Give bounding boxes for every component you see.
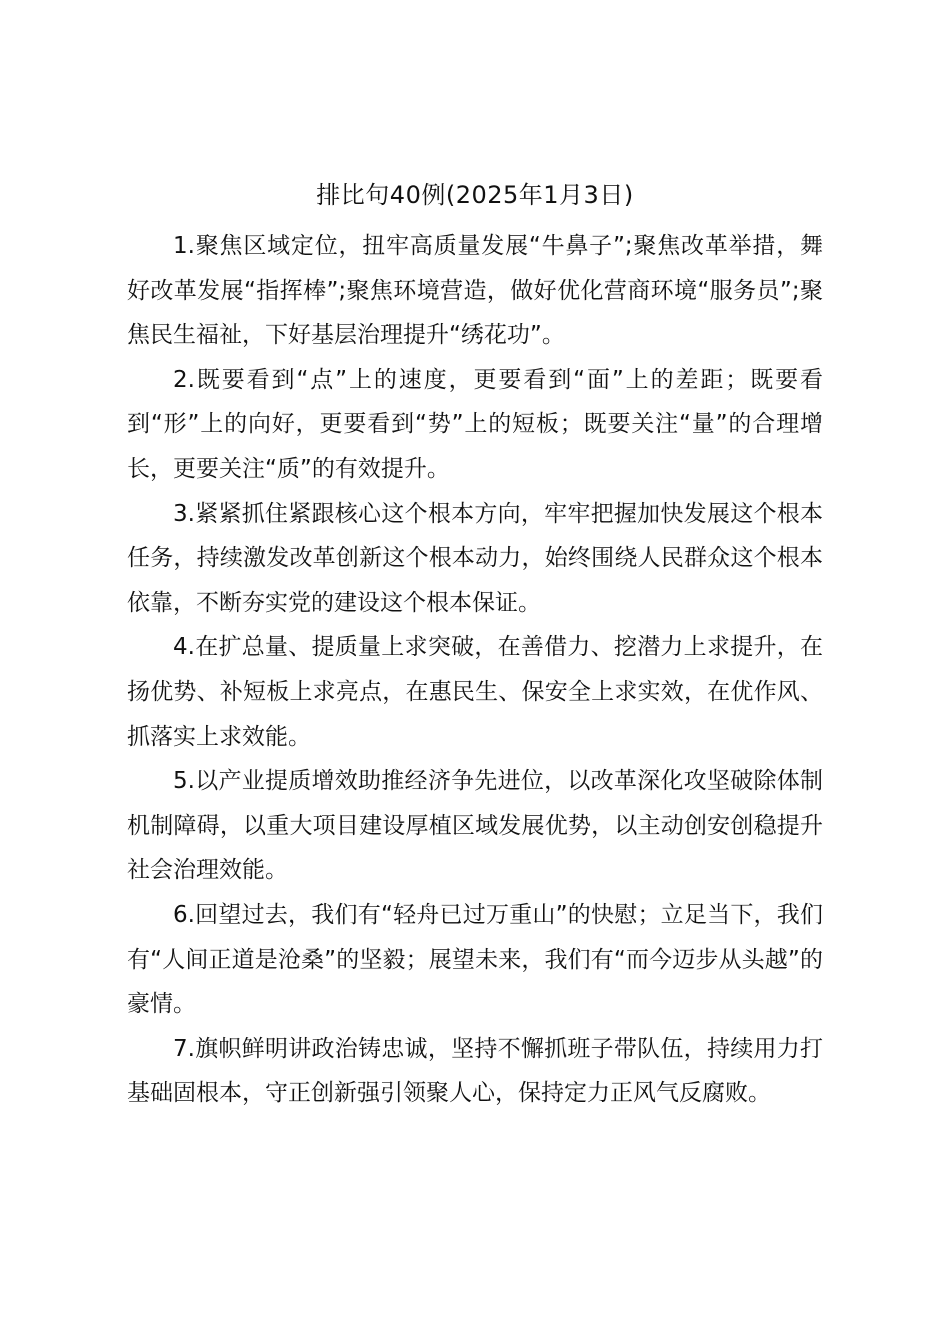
document-title: 排比句40例(2025年1月3日): [316, 181, 634, 209]
paragraph-2: 2.既要看到“点”上的速度，更要看到“面”上的差距；既要看到“形”上的向好，更要看到“势”上的短板；既要关注“量”的合理增长，更要关注“质”的有效提升。: [127, 366, 823, 482]
paragraph-7: 7.旗帜鲜明讲政治铸忠诚，坚持不懈抓班子带队伍，持续用力打基础固根本，守正创新强引领聚人心，保持定力正风气反腐败。: [127, 1035, 823, 1107]
paragraph-3: 3.紧紧抓住紧跟核心这个根本方向，牢牢把握加快发展这个根本任务，持续激发改革创新这个根本动力，始终围绕人民群众这个根本依靠，不断夯实党的建设这个根本保证。: [127, 500, 823, 616]
paragraph-6: 6.回望过去，我们有“轻舟已过万重山”的快慰；立足当下，我们有“人间正道是沧桑”的坚毅；展望未来，我们有“而今迈步从头越”的豪情。: [127, 901, 823, 1018]
document-page: [127, 172, 823, 1116]
paragraph-5: 5.以产业提质增效助推经济争先进位，以改革深化攻坚破除体制机制障碍，以重大项目建设厚植区域发展优势，以主动创安创稳提升社会治理效能。: [127, 768, 823, 884]
paragraph-1: 1.聚焦区域定位，扭牢高质量发展“牛鼻子”;聚焦改革举措，舞好改革发展“指挥棒”;聚焦环境营造，做好优化营商环境“服务员”;聚焦民生福祉，下好基层治理提升“绣花功”。: [127, 233, 823, 349]
paragraph-4: 4.在扩总量、提质量上求突破，在善借力、挖潜力上求提升，在扬优势、补短板上求亮点，在惠民生、保安全上求实效，在优作风、抓落实上求效能。: [127, 634, 823, 750]
